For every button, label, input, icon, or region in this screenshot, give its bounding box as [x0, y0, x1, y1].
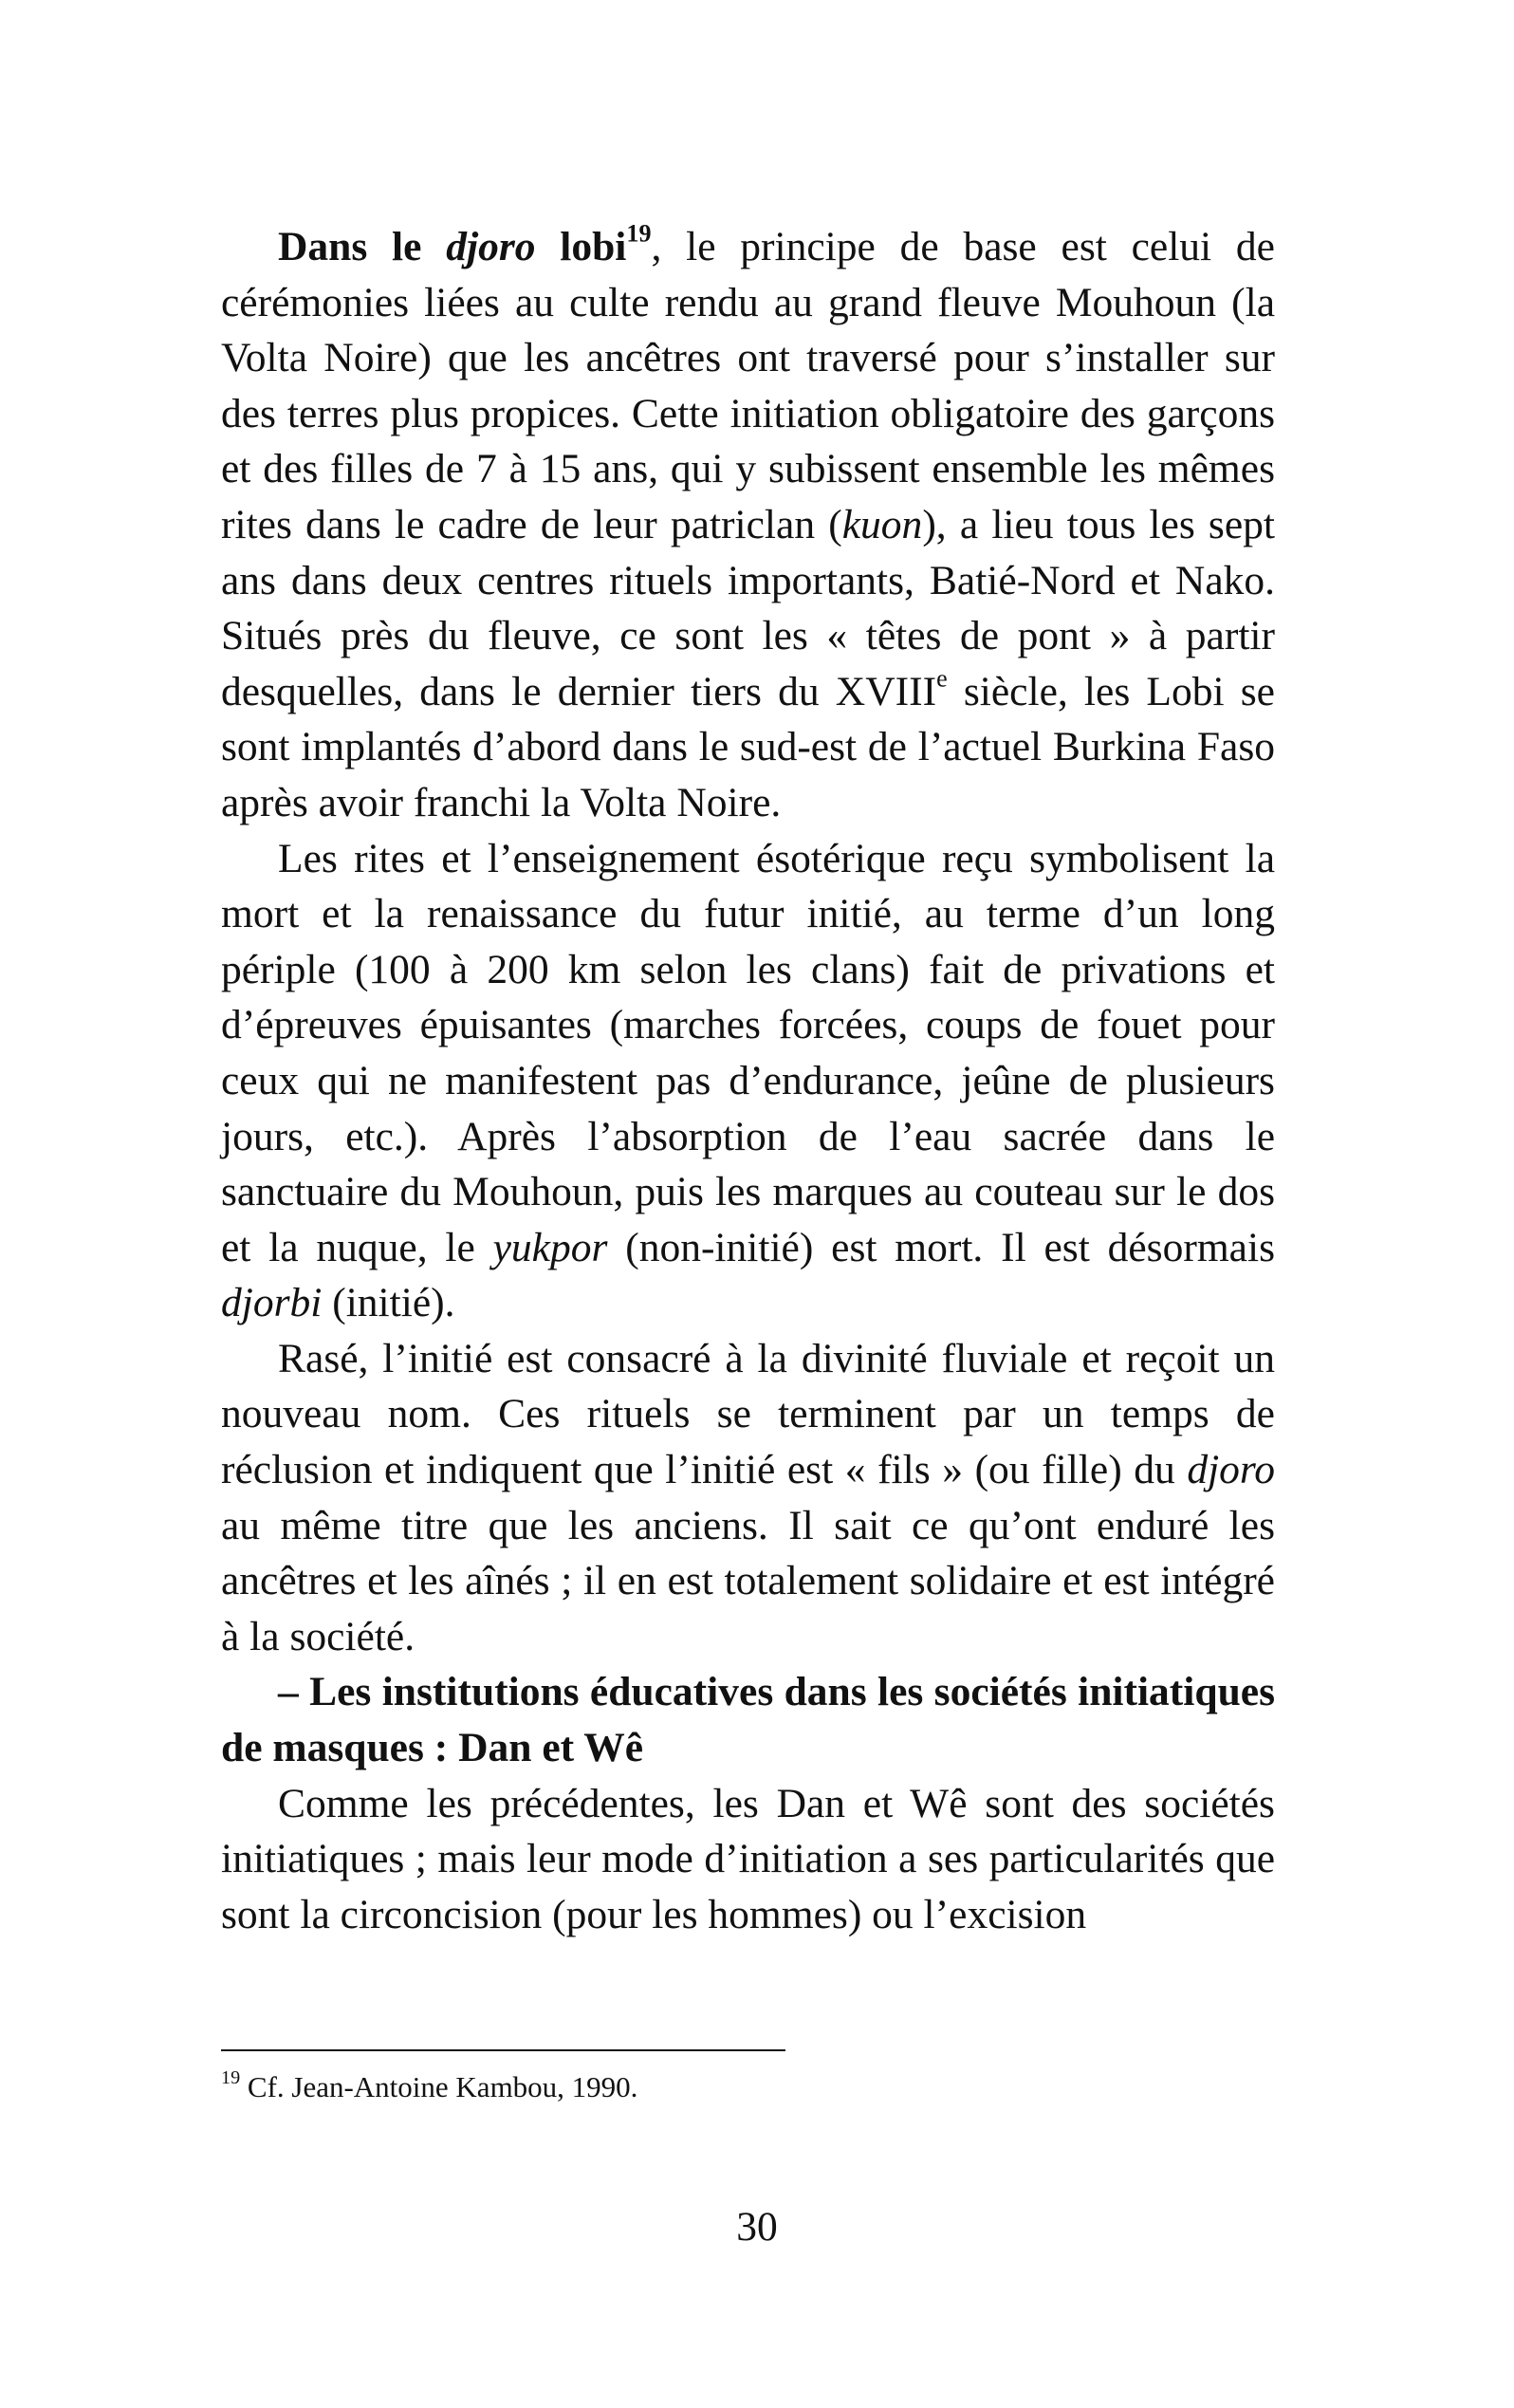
italic-term: djoro [1187, 1447, 1275, 1493]
page-number: 30 [736, 2204, 778, 2250]
paragraph-text: (initié). [322, 1280, 455, 1326]
paragraph-text: (non-initié) est mort. Il est désormais [607, 1224, 1275, 1270]
paragraph-rites [221, 831, 1275, 1331]
italic-term: djorbi [221, 1280, 323, 1326]
paragraph-text: ), a lieu tous les sept ans dans deux centres rituels importants, Batié-Nord et Nako. Situés près du fleuve, ce sont les « têtes de pont » à partir desquelles, dans le dernier tiers du XVIII [221, 501, 1275, 714]
lead-bold-part: Dans le [278, 224, 447, 269]
footnote-number: 19 [221, 2066, 241, 2088]
paragraph-text: Les rites et l’enseignement ésotérique reçu symbolisent la mort et la renaissance du futur initié, au terme d’un long périple (100 à 200 km selon les clans) fait de privations et d’épreuves épuisantes (marches forcées, coups de fouet pour ceux qui ne manifestent pas d’endurance, jeûne de plusieurs jours, etc.). Après l’absorption de l’eau sacrée dans le sanctuaire du Mouhoun, puis les marques au couteau sur le dos et la nuque, le [221, 835, 1275, 1270]
lead-bold-text [278, 219, 652, 269]
paragraph-djoro-lobi [221, 219, 1275, 831]
paragraph-text: au même titre que les anciens. Il sait ce qu’ont enduré les ancêtres et les aînés ; il en est totalement solidaire et est intégré à la société. [221, 1502, 1275, 1659]
paragraph-text: siècle, les Lobi se sont implantés d’abord dans le sud-est de l’actuel Burkina Faso après avoir franchi la Volta Noire. [221, 668, 1275, 825]
footnote [221, 2068, 637, 2106]
paragraph-text: , le principe de base est celui de cérémonies liées au culte rendu au grand fleuve Mouhoun (la Volta Noire) que les ancêtres ont traversé pour s’installer sur des terres plus propices. Cette initiation obligatoire des garçons et des filles de 7 à 15 ans, qui y subissent ensemble les mêmes rites dans le cadre de leur patriclan ( [221, 224, 1275, 547]
lead-bold-part: lobi [535, 224, 627, 269]
ordinal-superscript: e [936, 664, 948, 693]
italic-term: kuon [841, 501, 923, 547]
paragraph-text: Comme les précédentes, les Dan et Wê sont des sociétés initiatiques ; mais leur mode d’initiation a ses particularités que sont la circoncision (pour les hommes) ou l’excision [221, 1780, 1275, 1937]
section-heading: – Les institutions éducatives dans les sociétés initiatiques de masques : Dan et Wê [221, 1669, 1275, 1771]
paragraph-text: Rasé, l’initié est consacré à la divinité fluviale et reçoit un nouveau nom. Ces rituels se terminent par un temps de réclusion et indiquent que l’initié est « fils » (ou fille) du [221, 1335, 1275, 1493]
footnote-reference: 19 [626, 219, 652, 248]
footnote-separator [221, 2049, 785, 2051]
paragraph-dan-we [221, 1776, 1275, 1943]
footnote-text: Cf. Jean-Antoine Kambou, 1990. [240, 2070, 638, 2103]
paragraph-rase [221, 1331, 1275, 1665]
page-body [221, 219, 1275, 1942]
italic-term: yukpor [492, 1224, 608, 1270]
lead-bold-italic-term: djoro [446, 224, 536, 269]
